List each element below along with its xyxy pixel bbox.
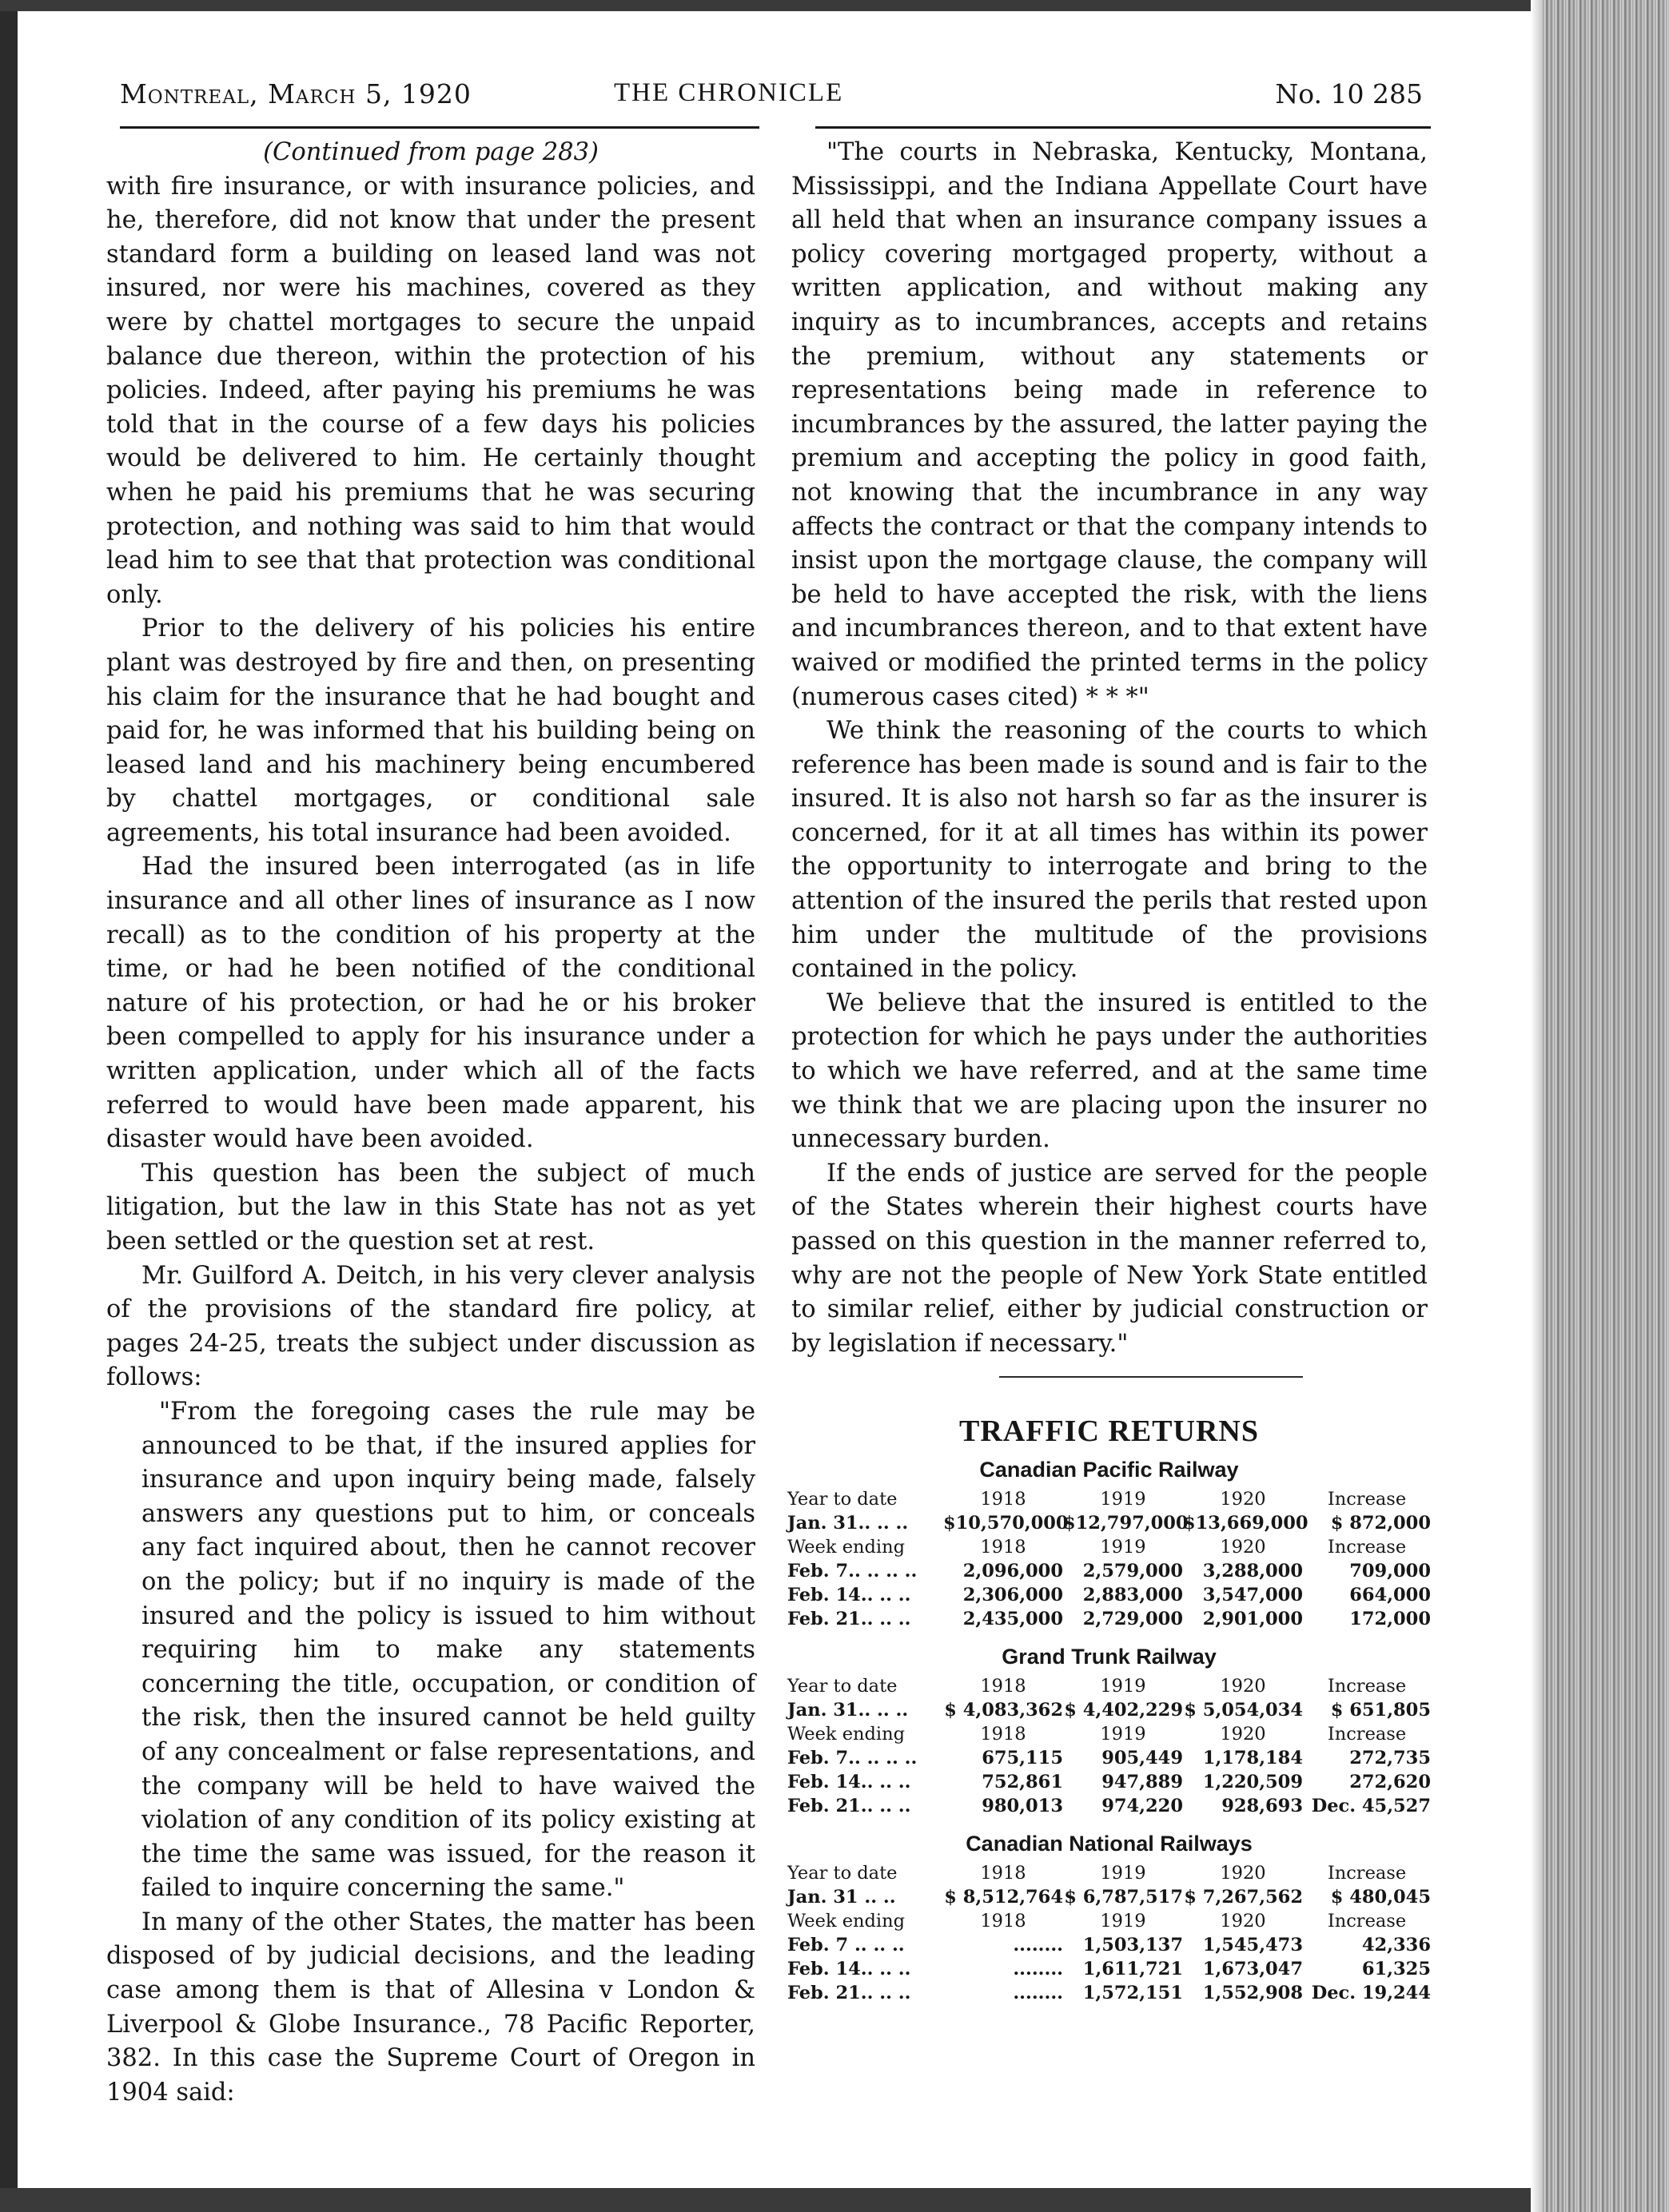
paragraph: Had the insured been interrogated (as in life insurance and all other lines of insurance as I now recall) as to the condition of his property at the time, or had he been notified of the conditional nature of his protection, or had he or his broker been compelled to apply for his insurance under a written application, under which all of the facts referred to would have been made apparent, his disaster would have been avoided.	[106, 853, 755, 1154]
table-row	[787, 1698, 1431, 1722]
section-divider	[999, 1376, 1303, 1378]
table-cell: 2,306,000	[962, 1585, 1063, 1605]
table-header-row	[787, 1861, 1431, 1885]
table-cell: 709,000	[1349, 1561, 1431, 1581]
table-cell: 2,729,000	[1082, 1609, 1183, 1629]
traffic-returns-title: TRAFFIC RETURNS	[959, 1414, 1259, 1448]
table-cell: 1918	[980, 1863, 1026, 1884]
table-cell: 1919	[1100, 1724, 1146, 1745]
table-cell: $ 872,000	[1330, 1513, 1431, 1534]
table-cell: Increase	[1327, 1537, 1407, 1558]
table-row	[787, 1770, 1431, 1794]
header-publication-title: THE CHRONICLE	[614, 78, 844, 107]
paragraph: In many of the other States, the matter has been disposed of by judicial decisions, and the leading case among them is that of Allesina v London & Liverpool & Globe Insurance., 78 Pacific Reporter, 382. In this case the Supreme Court of Oregon in 1904 said:	[106, 1908, 755, 2107]
table-cell: 1,673,047	[1202, 1959, 1303, 1979]
table-cell: 980,013	[982, 1796, 1063, 1816]
table-cell: Feb. 21.. .. ..	[787, 1796, 911, 1816]
table-cell: Increase	[1327, 1676, 1407, 1697]
table-header-row	[787, 1487, 1431, 1511]
table-cell: 947,889	[1101, 1772, 1183, 1792]
table-cell: 1920	[1220, 1537, 1266, 1558]
table-row	[787, 1511, 1431, 1535]
table-cell: 905,449	[1101, 1748, 1183, 1768]
table-cell: Jan. 31.. .. ..	[787, 1513, 909, 1534]
table-cell: 272,620	[1349, 1772, 1431, 1792]
table-cell: 42,336	[1361, 1935, 1431, 1955]
table-cell: Increase	[1327, 1489, 1407, 1510]
table-row	[787, 1746, 1431, 1770]
header-dateline: Montreal, March 5, 1920	[120, 78, 472, 109]
table-cell: Dec. 45,527	[1311, 1796, 1431, 1816]
table-cell: Feb. 21.. .. ..	[787, 1983, 911, 2003]
table-cell: $ 4,402,229	[1064, 1700, 1183, 1721]
table-row	[787, 1607, 1431, 1631]
table-cell: $ 8,512,764	[944, 1887, 1063, 1908]
table-cell: 1920	[1220, 1863, 1266, 1884]
table-cell: 1920	[1220, 1676, 1266, 1697]
table-cell: Jan. 31 .. ..	[787, 1887, 896, 1908]
table-row	[787, 1981, 1431, 2005]
table-cell: $ 7,267,562	[1184, 1887, 1303, 1908]
table-cell: Increase	[1327, 1911, 1407, 1932]
table-cell: 2,435,000	[962, 1609, 1063, 1629]
table-cell: 1918	[980, 1537, 1026, 1558]
table-cell: $ 6,787,517	[1064, 1887, 1183, 1908]
running-head	[120, 78, 1423, 118]
table-row	[787, 1885, 1431, 1909]
table-cell: 1920	[1220, 1911, 1266, 1932]
railway-name: Canadian Pacific Railway	[979, 1458, 1239, 1482]
quote-text: "From the foregoing cases the rule may be announced to be that, if the insured applies for insurance and upon inquiry being made, falsely answers any questions put to him, or conceals any fact inquired about, then he cannot recover on the policy; but if no inquiry is made of the insured and the policy is issued to him without requiring him to make any statements concerning the title, occupation, or condition of the risk, then the insured cannot be held guilty of any concealment or false representations, and the company will be held to have waived the violation of any condition of its policy existing at the time the same was issued, for the reason it failed to inquire concerning the same."	[141, 1397, 755, 1903]
paragraph: with fire insurance, or with insurance policies, and he, therefore, did not know that under the present standard form a building on leased land was not insured, nor were his machines, covered as they were by chattel mortgages to secure the unpaid balance due thereon, within the protection of his policies. Indeed, after paying his premiums he was told that in the course of a few days his policies would be delivered to him. He certainly thought when he paid his premiums that he was securing protection, and nothing was said to him that would lead him to see that that protection was conditional only.	[106, 172, 755, 609]
table-header-row	[787, 1722, 1431, 1746]
railway-name: Grand Trunk Railway	[1002, 1645, 1217, 1669]
header-rule-right	[815, 126, 1431, 129]
table-row	[787, 1957, 1431, 1981]
table-cell: Feb. 14.. .. ..	[787, 1585, 911, 1605]
paragraph: We believe that the insured is entitled to the protection for which he pays under the authorities to which we have referred, and at the same time we think that we are placing upon the insurer no unnecessary burden.	[791, 989, 1428, 1154]
table-header-row	[787, 1535, 1431, 1559]
table-cell: 675,115	[982, 1748, 1063, 1768]
railway-name: Canadian National Railways	[966, 1832, 1253, 1856]
table-cell: Feb. 21.. .. ..	[787, 1609, 911, 1629]
table-cell: Week ending	[787, 1537, 906, 1558]
table-cell: Week ending	[787, 1911, 906, 1932]
table-cell: 2,901,000	[1202, 1609, 1303, 1629]
traffic-table-grand-trunk	[787, 1674, 1431, 1818]
table-cell: Increase	[1327, 1724, 1407, 1745]
table-cell: 2,883,000	[1082, 1585, 1183, 1605]
traffic-returns	[787, 1410, 1431, 2005]
table-cell: 1918	[980, 1676, 1026, 1697]
table-cell: Week ending	[787, 1724, 906, 1745]
block-quote-deitch	[141, 1395, 755, 1906]
paragraph: This question has been the subject of much litigation, but the law in this State has not as yet been settled or the question set at rest.	[106, 1159, 755, 1255]
article-left-column	[106, 136, 755, 2110]
table-cell: $ 651,805	[1330, 1700, 1431, 1721]
article-right-column	[791, 136, 1428, 1361]
table-cell: $12,797,000	[1063, 1513, 1189, 1534]
table-cell: 3,288,000	[1202, 1561, 1303, 1581]
table-cell: Feb. 7.. .. .. ..	[787, 1748, 918, 1768]
table-cell: 1,503,137	[1082, 1935, 1183, 1955]
table-header-row	[787, 1674, 1431, 1698]
table-row	[787, 1583, 1431, 1607]
table-cell: Year to date	[787, 1863, 898, 1884]
table-cell: ........	[1013, 1935, 1063, 1955]
table-header-row	[787, 1909, 1431, 1933]
table-cell: 1918	[980, 1911, 1026, 1932]
table-cell: 1,572,151	[1082, 1983, 1183, 2003]
table-cell: 61,325	[1361, 1959, 1431, 1979]
table-row	[787, 1794, 1431, 1818]
scan-border-left	[0, 0, 18, 2212]
table-cell: 3,547,000	[1202, 1585, 1303, 1605]
table-cell: $10,570,000	[943, 1513, 1069, 1534]
table-cell: $13,669,000	[1183, 1513, 1309, 1534]
quote-oregon-court: "The courts in Nebraska, Kentucky, Montana, Mississippi, and the Indiana Appellate Court have all held that when an insurance company issues a policy covering mortgaged property, without a written application, and without making any inquiry as to incumbrances, accepts and retains the premium, without any statements or representations being made in reference to incumbrances by the assured, the latter paying the premium and accepting the policy in good faith, not knowing that the incumbrance in any way affects the contract or that the company intends to insist upon the mortgage clause, the company will be held to have accepted the risk, with the liens and incumbrances thereon, and to that extent have waived or modified the printed terms in the policy (numerous cases cited) * * *"	[791, 138, 1428, 711]
table-cell: 272,735	[1349, 1748, 1431, 1768]
table-cell: Jan. 31.. .. ..	[787, 1700, 909, 1721]
table-cell: 1,178,184	[1202, 1748, 1303, 1768]
paragraph: We think the reasoning of the courts to which reference has been made is sound and is fair to the insured. It is also not harsh so far as the insurer is concerned, for it at all times has within its power the opportunity to interrogate and bring to the attention of the insured the perils that rested upon him under the multitude of the provisions contained in the policy.	[791, 717, 1428, 984]
table-cell: 1919	[1100, 1676, 1146, 1697]
table-cell: 974,220	[1101, 1796, 1183, 1816]
table-cell: 2,579,000	[1082, 1561, 1183, 1581]
table-row	[787, 1559, 1431, 1583]
table-cell: 1920	[1220, 1489, 1266, 1510]
table-cell: 1,611,721	[1082, 1959, 1183, 1979]
table-cell: 172,000	[1349, 1609, 1431, 1629]
table-cell: 1919	[1100, 1489, 1146, 1510]
header-rule-left	[120, 126, 759, 129]
traffic-table-canadian-national	[787, 1861, 1431, 2005]
table-cell: Year to date	[787, 1489, 898, 1510]
table-cell: 1919	[1100, 1537, 1146, 1558]
table-row	[787, 1933, 1431, 1957]
table-cell: 1,220,509	[1202, 1772, 1303, 1792]
book-page-edges	[1543, 0, 1669, 2212]
paragraph: If the ends of justice are served for the people of the States wherein their highest courts have passed on this question in the manner referred to, why are not the people of New York State entitled to similar relief, either by judicial construction or by legislation if necessary."	[791, 1159, 1428, 1358]
table-cell: Year to date	[787, 1676, 898, 1697]
table-cell: 1920	[1220, 1724, 1266, 1745]
table-cell: 1,552,908	[1202, 1983, 1303, 2003]
table-cell: Dec. 19,244	[1311, 1983, 1431, 2003]
table-cell: 2,096,000	[962, 1561, 1063, 1581]
table-cell: 928,693	[1221, 1796, 1303, 1816]
table-cell: 664,000	[1349, 1585, 1431, 1605]
table-cell: Feb. 14.. .. ..	[787, 1772, 911, 1792]
scan-border-top	[0, 0, 1669, 11]
scan-border-bottom	[0, 2188, 1669, 2212]
table-cell: 752,861	[982, 1772, 1063, 1792]
traffic-table-cpr	[787, 1487, 1431, 1631]
table-cell: Feb. 7.. .. .. ..	[787, 1561, 918, 1581]
continued-note: (Continued from page 283)	[263, 138, 599, 166]
table-cell: $ 5,054,034	[1184, 1700, 1303, 1721]
table-cell: $ 480,045	[1330, 1887, 1431, 1908]
table-cell: 1918	[980, 1724, 1026, 1745]
table-cell: Increase	[1327, 1863, 1407, 1884]
paragraph: Mr. Guilford A. Deitch, in his very clever analysis of the provisions of the standard fire policy, at pages 24-25, treats the subject under discussion as follows:	[106, 1261, 755, 1392]
table-cell: 1919	[1100, 1911, 1146, 1932]
table-cell: ........	[1013, 1983, 1063, 2003]
table-cell: 1919	[1100, 1863, 1146, 1884]
table-cell: Feb. 14.. .. ..	[787, 1959, 911, 1979]
table-cell: 1918	[980, 1489, 1026, 1510]
table-cell: 1,545,473	[1202, 1935, 1303, 1955]
table-cell: $ 4,083,362	[944, 1700, 1063, 1721]
table-cell: ........	[1013, 1959, 1063, 1979]
table-cell: Feb. 7 .. .. ..	[787, 1935, 905, 1955]
header-issue-page: No. 10 285	[1275, 78, 1423, 109]
paragraph: Prior to the delivery of his policies his entire plant was destroyed by fire and then, on presenting his claim for the insurance that he had bought and paid for, he was informed that his building being on leased land and his machinery being encumbered by chattel mortgages, or conditional sale agreements, his total insurance had been avoided.	[106, 615, 755, 847]
